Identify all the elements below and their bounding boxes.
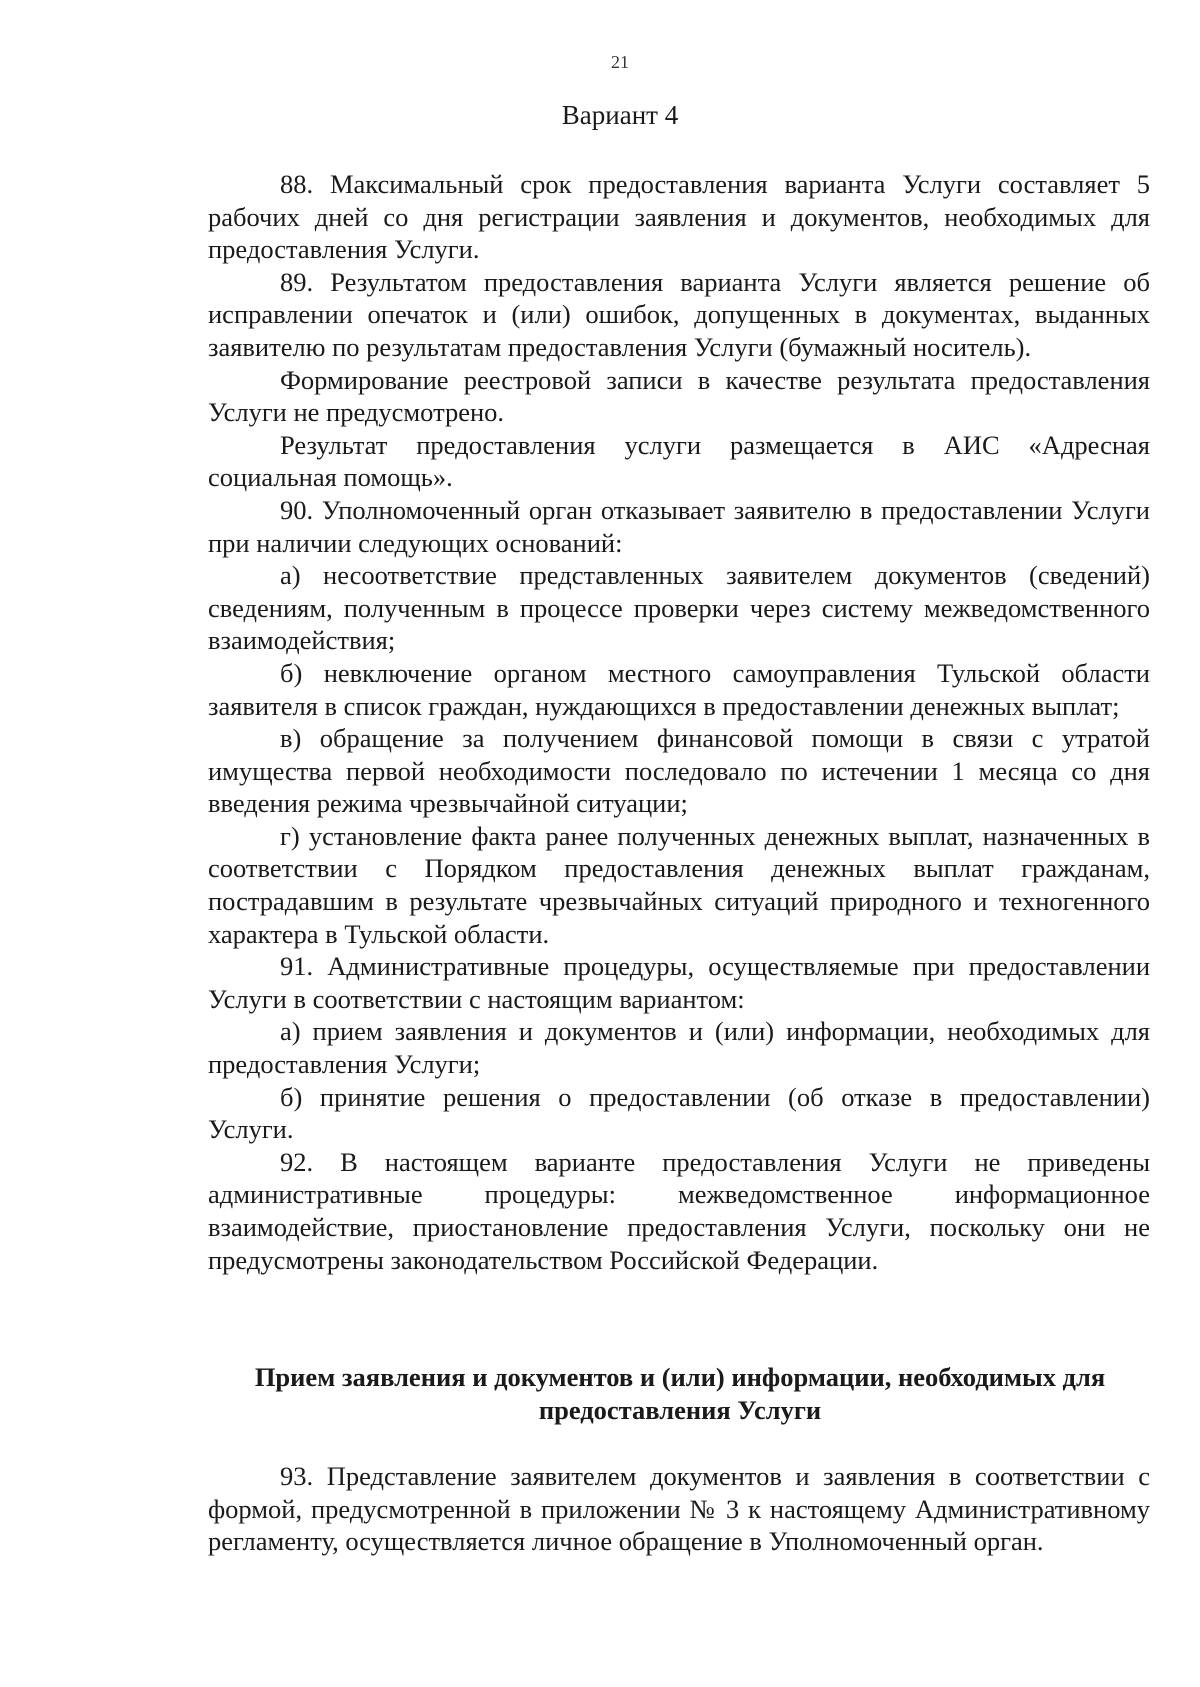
paragraph-90-g: г) установление факта ранее полученных денежных выплат, назначенных в соответствии с Порядком предоставления денежных выплат гражданам, пострадавшим в результате чрезвычайных ситуаций природного и техногенного характера в Тульской области.	[208, 820, 1150, 949]
paragraph-92: 92. В настоящем варианте предоставления Услуги не приведены административные процедуры: межведомственное информационное взаимодействие, приостановление предоставления Услуги, поскольку они не предусмотрены законодательством Российской Федерации.	[208, 1146, 1150, 1275]
section-body	[208, 1460, 1150, 1558]
paragraph-89: 89. Результатом предоставления варианта Услуги является решение об исправлении опечаток и (или) ошибок, допущенных в документах, выданных заявителю по результатам предоставления Услуги (бумажный носитель).	[208, 266, 1150, 362]
section-heading: Прием заявления и документов и (или) информации, необходимых для предоставления Услуги	[254, 1362, 1106, 1425]
paragraph-91: 91. Административные процедуры, осуществляемые при предоставлении Услуги в соответствии с настоящим вариантом:	[208, 951, 1150, 1014]
paragraph-90-v: в) обращение за получением финансовой помощи в связи с утратой имущества первой необходимости последовало по истечении 1 месяца со дня введения режима чрезвычайной ситуации;	[208, 723, 1150, 819]
document-body	[208, 168, 1150, 1276]
paragraph-91-b: б) принятие решения о предоставлении (об отказе в предоставлении) Услуги.	[208, 1081, 1150, 1145]
paragraph-91-a: а) прием заявления и документов и (или) информации, необходимых для предоставления Услуги;	[208, 1016, 1150, 1080]
paragraph-result-placement: Результат предоставления услуги размещается в АИС «Адресная социальная помощь».	[208, 429, 1150, 493]
page-number: 21	[611, 52, 629, 72]
paragraph-90: 90. Уполномоченный орган отказывает заявителю в предоставлении Услуги при наличии следующих оснований:	[208, 494, 1150, 558]
paragraph-registry-record: Формирование реестровой записи в качестве результата предоставления Услуги не предусмотрено.	[208, 364, 1150, 428]
paragraph-90-b: б) невключение органом местного самоуправления Тульской области заявителя в список граждан, нуждающихся в предоставлении денежных выплат;	[208, 657, 1150, 721]
paragraph-93: 93. Представление заявителем документов и заявления в соответствии с формой, предусмотренной в приложении № 3 к настоящему Административному регламенту, осуществляется личное обращение в Уполномоченный орган.	[208, 1461, 1150, 1557]
paragraph-90-a: а) несоответствие представленных заявителем документов (сведений) сведениям, полученным в процессе проверки через систему межведомственного взаимодействия;	[208, 560, 1150, 656]
variant-title: Вариант 4	[561, 100, 679, 130]
paragraph-88: 88. Максимальный срок предоставления варианта Услуги составляет 5 рабочих дней со дня регистрации заявления и документов, необходимых для предоставления Услуги.	[208, 169, 1150, 265]
